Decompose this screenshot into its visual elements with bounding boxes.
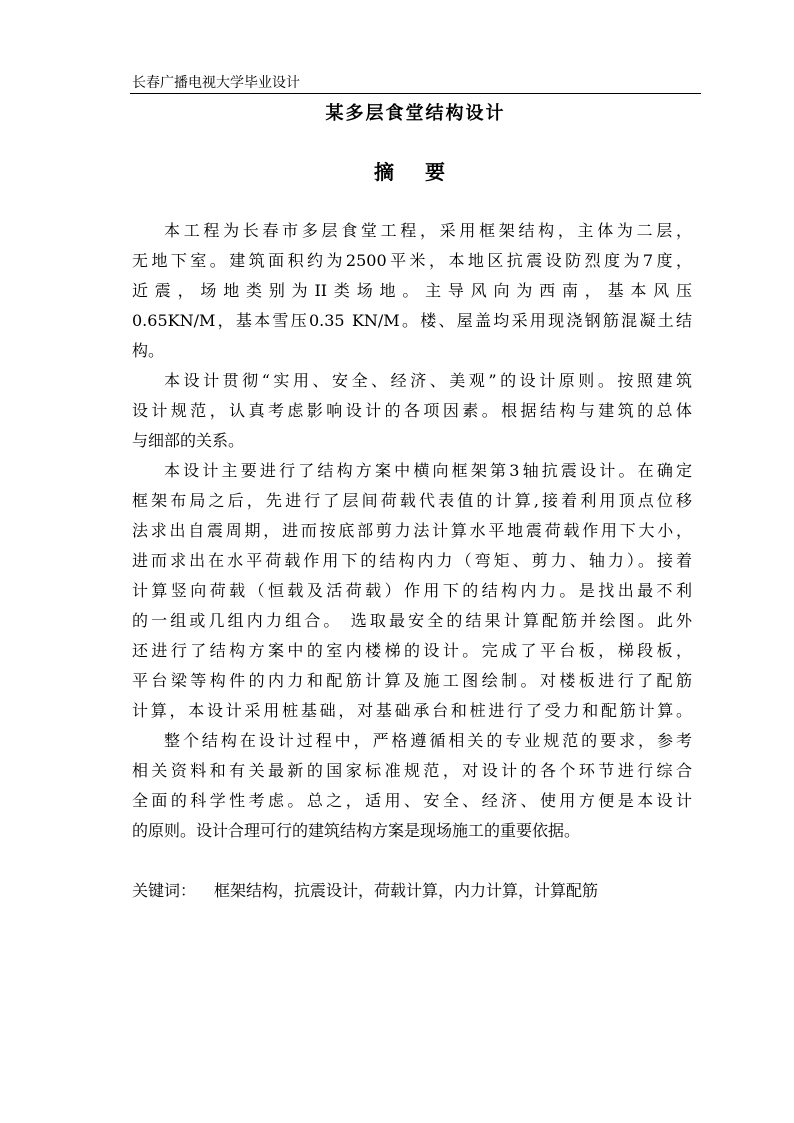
paragraph-line: 计算，本设计采用桩基础，对基础承台和桩进行了受力和配筋计算。 xyxy=(132,701,692,720)
paragraph-line: 进而求出在水平荷载作用下的结构内力（弯矩、剪力、轴力）。接着 xyxy=(132,551,692,570)
paragraph-line: 本设计贯彻“实用、安全、经济、美观”的设计原则。按照建筑 xyxy=(164,371,692,390)
paragraph-line: 无地下室。建筑面积约为2500平米，本地区抗震设防烈度为7度， xyxy=(132,251,692,270)
paragraph-line: 框架布局之后，先进行了层间荷载代表值的计算,接着利用顶点位移 xyxy=(132,491,692,510)
paragraph-line: 相关资料和有关最新的国家标准规范，对设计的各个环节进行综合 xyxy=(132,761,692,780)
paragraph-line: 全面的科学性考虑。总之，适用、安全、经济、使用方便是本设计 xyxy=(132,791,692,810)
abstract-body xyxy=(132,216,692,846)
abstract-heading: 摘 要 xyxy=(374,160,457,184)
paragraph-line: 设计规范，认真考虑影响设计的各项因素。根据结构与建筑的总体 xyxy=(132,401,692,420)
paragraph-line: 还进行了结构方案中的室内楼梯的设计。完成了平台板，梯段板， xyxy=(132,641,692,660)
running-header: 长春广播电视大学毕业设计 xyxy=(132,75,300,91)
paragraph-line: 的一组或几组内力组合。 选取最安全的结果计算配筋并绘图。此外 xyxy=(132,611,692,630)
paragraph-2 xyxy=(132,366,692,456)
paragraph-line: 本设计主要进行了结构方案中横向框架第3轴抗震设计。在确定 xyxy=(164,461,692,480)
paragraph-line: 整个结构在设计过程中，严格遵循相关的专业规范的要求，参考 xyxy=(164,731,692,750)
paragraph-line: 平台梁等构件的内力和配筋计算及施工图绘制。对楼板进行了配筋 xyxy=(132,671,692,690)
paragraph-line: 与细部的关系。 xyxy=(132,431,245,450)
paragraph-line: 0.65KN/M，基本雪压0.35 KN/M。楼、屋盖均采用现浇钢筋混凝土结 xyxy=(132,311,692,330)
document-title: 某多层食堂结构设计 xyxy=(325,103,506,124)
header-rule xyxy=(130,93,701,94)
paragraph-4 xyxy=(132,726,692,846)
paragraph-3 xyxy=(132,456,692,726)
keywords-label: 关键词： xyxy=(132,881,197,900)
paragraph-line: 的原则。设计合理可行的建筑结构方案是现场施工的重要依据。 xyxy=(132,821,581,840)
paragraph-line: 构。 xyxy=(132,341,165,360)
paragraph-line: 计算竖向荷载（恒载及活荷载）作用下的结构内力。是找出最不利 xyxy=(132,581,692,600)
paragraph-line: 本工程为长春市多层食堂工程，采用框架结构，主体为二层， xyxy=(164,221,692,240)
paragraph-line: 近震，场地类别为II类场地。主导风向为西南，基本风压 xyxy=(132,281,692,300)
paragraph-1 xyxy=(132,216,692,366)
keywords-text: 框架结构，抗震设计，荷载计算，内力计算，计算配筋 xyxy=(214,881,599,900)
paragraph-line: 法求出自震周期，进而按底部剪力法计算水平地震荷载作用下大小， xyxy=(132,521,692,540)
keywords-line xyxy=(132,876,598,906)
